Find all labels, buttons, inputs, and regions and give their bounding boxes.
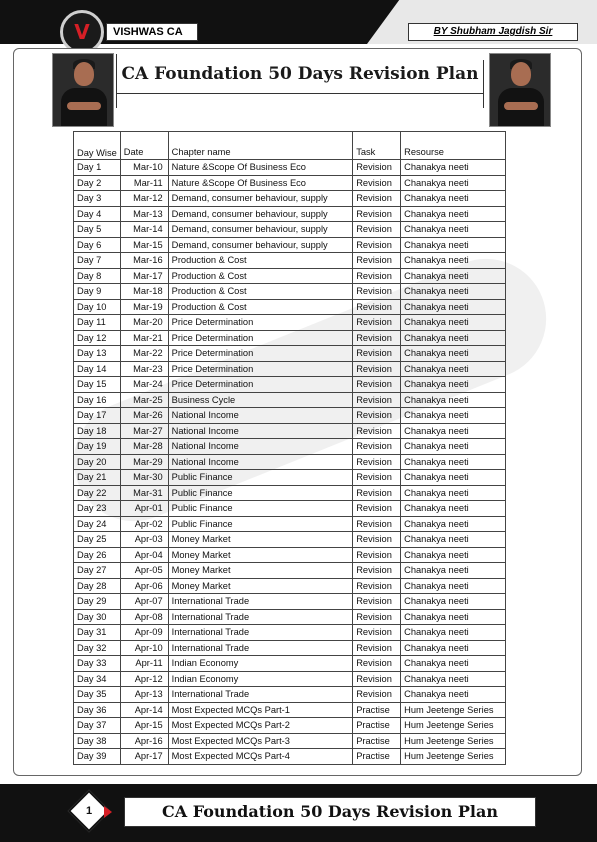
cell-date: Apr-17 [120, 749, 168, 765]
cell-resource: Chanakya neeti [401, 361, 506, 377]
cell-date: Apr-12 [120, 671, 168, 687]
cell-date: Mar-13 [120, 206, 168, 222]
cell-task: Revision [353, 330, 401, 346]
cell-day: Day 22 [74, 485, 121, 501]
cell-day: Day 7 [74, 253, 121, 269]
cell-task: Revision [353, 346, 401, 362]
cell-day: Day 18 [74, 423, 121, 439]
cell-day: Day 35 [74, 687, 121, 703]
cell-day: Day 33 [74, 656, 121, 672]
cell-resource: Chanakya neeti [401, 253, 506, 269]
cell-date: Mar-20 [120, 315, 168, 331]
cell-chapter: Nature &Scope Of Business Eco [168, 175, 353, 191]
cell-date: Apr-08 [120, 609, 168, 625]
revision-plan-table [73, 131, 506, 765]
cell-chapter: Price Determination [168, 361, 353, 377]
cell-day: Day 16 [74, 392, 121, 408]
cell-resource: Chanakya neeti [401, 299, 506, 315]
cell-resource: Chanakya neeti [401, 470, 506, 486]
cell-resource: Chanakya neeti [401, 222, 506, 238]
cell-resource: Chanakya neeti [401, 656, 506, 672]
cell-day: Day 39 [74, 749, 121, 765]
cell-chapter: Production & Cost [168, 284, 353, 300]
cell-resource: Chanakya neeti [401, 237, 506, 253]
table-row [74, 470, 506, 486]
cell-task: Revision [353, 687, 401, 703]
cell-chapter: National Income [168, 423, 353, 439]
table-row [74, 253, 506, 269]
cell-chapter: Demand, consumer behaviour, supply [168, 237, 353, 253]
cell-task: Revision [353, 160, 401, 176]
table-body [74, 160, 506, 765]
cell-chapter: Indian Economy [168, 671, 353, 687]
table-row [74, 563, 506, 579]
cell-date: Mar-23 [120, 361, 168, 377]
cell-resource: Chanakya neeti [401, 532, 506, 548]
col-header-day: Day Wise [74, 132, 121, 160]
cell-resource: Chanakya neeti [401, 485, 506, 501]
cell-resource: Chanakya neeti [401, 408, 506, 424]
cell-task: Practise [353, 702, 401, 718]
table-row [74, 222, 506, 238]
cell-date: Mar-27 [120, 423, 168, 439]
cell-chapter: Most Expected MCQs Part-1 [168, 702, 353, 718]
cell-task: Revision [353, 656, 401, 672]
cell-date: Mar-12 [120, 191, 168, 207]
cell-task: Revision [353, 361, 401, 377]
cell-chapter: Public Finance [168, 501, 353, 517]
cell-chapter: International Trade [168, 625, 353, 641]
cell-date: Apr-07 [120, 594, 168, 610]
cell-day: Day 12 [74, 330, 121, 346]
cell-chapter: Price Determination [168, 346, 353, 362]
table-row [74, 594, 506, 610]
cell-task: Revision [353, 423, 401, 439]
table-row [74, 578, 506, 594]
table-row [74, 609, 506, 625]
cell-day: Day 15 [74, 377, 121, 393]
cell-chapter: Demand, consumer behaviour, supply [168, 206, 353, 222]
cell-task: Revision [353, 516, 401, 532]
cell-task: Revision [353, 299, 401, 315]
cell-date: Mar-28 [120, 439, 168, 455]
cell-resource: Chanakya neeti [401, 516, 506, 532]
cell-resource: Chanakya neeti [401, 175, 506, 191]
cell-date: Apr-01 [120, 501, 168, 517]
cell-date: Apr-02 [120, 516, 168, 532]
cell-day: Day 36 [74, 702, 121, 718]
cell-chapter: Money Market [168, 547, 353, 563]
table-row [74, 392, 506, 408]
table-row [74, 749, 506, 765]
cell-chapter: Money Market [168, 532, 353, 548]
cell-date: Mar-11 [120, 175, 168, 191]
cell-date: Mar-19 [120, 299, 168, 315]
cell-task: Revision [353, 253, 401, 269]
cell-task: Revision [353, 222, 401, 238]
arrow-right-icon [104, 806, 112, 818]
table-row [74, 439, 506, 455]
cell-resource: Chanakya neeti [401, 315, 506, 331]
cell-resource: Chanakya neeti [401, 671, 506, 687]
cell-resource: Hum Jeetenge Series [401, 702, 506, 718]
cell-chapter: Most Expected MCQs Part-2 [168, 718, 353, 734]
cell-date: Mar-26 [120, 408, 168, 424]
cell-date: Mar-18 [120, 284, 168, 300]
table-row [74, 423, 506, 439]
table-row [74, 315, 506, 331]
cell-task: Revision [353, 175, 401, 191]
cell-date: Mar-14 [120, 222, 168, 238]
cell-day: Day 31 [74, 625, 121, 641]
instructor-photo-left [52, 53, 114, 127]
cell-date: Mar-22 [120, 346, 168, 362]
table-row [74, 516, 506, 532]
cell-resource: Chanakya neeti [401, 594, 506, 610]
cell-day: Day 24 [74, 516, 121, 532]
cell-chapter: National Income [168, 454, 353, 470]
cell-day: Day 6 [74, 237, 121, 253]
cell-task: Revision [353, 501, 401, 517]
cell-chapter: Indian Economy [168, 656, 353, 672]
table-row [74, 408, 506, 424]
cell-resource: Chanakya neeti [401, 439, 506, 455]
cell-day: Day 27 [74, 563, 121, 579]
col-header-date: Date [120, 132, 168, 160]
table-row [74, 299, 506, 315]
cell-task: Revision [353, 284, 401, 300]
cell-task: Revision [353, 454, 401, 470]
cell-task: Revision [353, 268, 401, 284]
table-row [74, 237, 506, 253]
cell-task: Revision [353, 439, 401, 455]
cell-date: Apr-06 [120, 578, 168, 594]
cell-day: Day 3 [74, 191, 121, 207]
cell-resource: Chanakya neeti [401, 609, 506, 625]
cell-resource: Chanakya neeti [401, 377, 506, 393]
cell-chapter: Price Determination [168, 315, 353, 331]
title-frame-left [116, 54, 117, 108]
table-row [74, 625, 506, 641]
cell-day: Day 29 [74, 594, 121, 610]
cell-task: Revision [353, 640, 401, 656]
table-row [74, 191, 506, 207]
table-row [74, 547, 506, 563]
cell-day: Day 2 [74, 175, 121, 191]
cell-day: Day 17 [74, 408, 121, 424]
cell-resource: Chanakya neeti [401, 578, 506, 594]
cell-day: Day 21 [74, 470, 121, 486]
cell-resource: Chanakya neeti [401, 346, 506, 362]
cell-chapter: Business Cycle [168, 392, 353, 408]
cell-day: Day 34 [74, 671, 121, 687]
table-row [74, 330, 506, 346]
cell-day: Day 8 [74, 268, 121, 284]
col-header-chapter: Chapter name [168, 132, 353, 160]
cell-date: Apr-04 [120, 547, 168, 563]
cell-resource: Chanakya neeti [401, 392, 506, 408]
brand-label: VISHWAS CA [106, 23, 198, 41]
cell-date: Apr-10 [120, 640, 168, 656]
cell-resource: Chanakya neeti [401, 640, 506, 656]
cell-date: Apr-13 [120, 687, 168, 703]
cell-task: Revision [353, 594, 401, 610]
cell-day: Day 19 [74, 439, 121, 455]
cell-task: Revision [353, 237, 401, 253]
cell-date: Apr-16 [120, 733, 168, 749]
cell-task: Revision [353, 408, 401, 424]
cell-date: Mar-15 [120, 237, 168, 253]
cell-date: Mar-10 [120, 160, 168, 176]
cell-chapter: Money Market [168, 563, 353, 579]
cell-date: Mar-30 [120, 470, 168, 486]
instructor-photo-right [489, 53, 551, 127]
cell-resource: Chanakya neeti [401, 284, 506, 300]
cell-day: Day 28 [74, 578, 121, 594]
table-row [74, 361, 506, 377]
cell-task: Revision [353, 547, 401, 563]
cell-chapter: Price Determination [168, 377, 353, 393]
cell-chapter: Public Finance [168, 485, 353, 501]
cell-date: Mar-17 [120, 268, 168, 284]
cell-resource: Chanakya neeti [401, 687, 506, 703]
cell-task: Revision [353, 671, 401, 687]
cell-day: Day 32 [74, 640, 121, 656]
cell-date: Apr-03 [120, 532, 168, 548]
cell-resource: Chanakya neeti [401, 563, 506, 579]
cell-resource: Chanakya neeti [401, 547, 506, 563]
footer-title: CA Foundation 50 Days Revision Plan [124, 797, 536, 827]
cell-date: Mar-29 [120, 454, 168, 470]
cell-task: Revision [353, 191, 401, 207]
cell-day: Day 25 [74, 532, 121, 548]
cell-chapter: Public Finance [168, 470, 353, 486]
cell-chapter: Production & Cost [168, 253, 353, 269]
table-row [74, 532, 506, 548]
cell-date: Mar-25 [120, 392, 168, 408]
table-row [74, 640, 506, 656]
cell-day: Day 38 [74, 733, 121, 749]
cell-resource: Chanakya neeti [401, 501, 506, 517]
col-header-resource: Resourse [401, 132, 506, 160]
cell-task: Practise [353, 749, 401, 765]
table-row [74, 377, 506, 393]
cell-day: Day 14 [74, 361, 121, 377]
cell-date: Mar-16 [120, 253, 168, 269]
cell-resource: Chanakya neeti [401, 191, 506, 207]
logo-mark: V [74, 20, 90, 44]
cell-resource: Hum Jeetenge Series [401, 749, 506, 765]
cell-date: Mar-24 [120, 377, 168, 393]
cell-task: Revision [353, 377, 401, 393]
cell-chapter: Price Determination [168, 330, 353, 346]
cell-resource: Chanakya neeti [401, 268, 506, 284]
cell-task: Practise [353, 718, 401, 734]
cell-date: Apr-09 [120, 625, 168, 641]
page-number: 1 [85, 805, 93, 817]
page-title: CA Foundation 50 Days Revision Plan [121, 64, 479, 84]
cell-day: Day 13 [74, 346, 121, 362]
cell-chapter: Production & Cost [168, 268, 353, 284]
cell-task: Revision [353, 470, 401, 486]
cell-resource: Chanakya neeti [401, 330, 506, 346]
cell-task: Revision [353, 485, 401, 501]
cell-day: Day 37 [74, 718, 121, 734]
cell-chapter: Demand, consumer behaviour, supply [168, 222, 353, 238]
table-row [74, 702, 506, 718]
cell-chapter: Money Market [168, 578, 353, 594]
cell-chapter: International Trade [168, 687, 353, 703]
cell-chapter: National Income [168, 439, 353, 455]
table-row [74, 175, 506, 191]
cell-chapter: International Trade [168, 594, 353, 610]
cell-date: Apr-15 [120, 718, 168, 734]
cell-day: Day 9 [74, 284, 121, 300]
table-row [74, 206, 506, 222]
cell-resource: Chanakya neeti [401, 625, 506, 641]
cell-resource: Hum Jeetenge Series [401, 733, 506, 749]
table-row [74, 718, 506, 734]
table-row [74, 501, 506, 517]
table-row [74, 268, 506, 284]
cell-resource: Chanakya neeti [401, 160, 506, 176]
cell-chapter: International Trade [168, 609, 353, 625]
cell-date: Apr-14 [120, 702, 168, 718]
cell-date: Mar-21 [120, 330, 168, 346]
table-row [74, 454, 506, 470]
cell-resource: Chanakya neeti [401, 423, 506, 439]
table-row [74, 687, 506, 703]
cell-chapter: Most Expected MCQs Part-4 [168, 749, 353, 765]
cell-date: Mar-31 [120, 485, 168, 501]
title-frame-right [483, 60, 484, 108]
table-row [74, 656, 506, 672]
cell-task: Revision [353, 315, 401, 331]
cell-day: Day 5 [74, 222, 121, 238]
table-row [74, 284, 506, 300]
table-row [74, 346, 506, 362]
cell-day: Day 1 [74, 160, 121, 176]
cell-day: Day 10 [74, 299, 121, 315]
table-row [74, 160, 506, 176]
cell-task: Revision [353, 392, 401, 408]
cell-chapter: Most Expected MCQs Part-3 [168, 733, 353, 749]
table-row [74, 485, 506, 501]
cell-task: Revision [353, 625, 401, 641]
title-underline [116, 93, 483, 94]
cell-chapter: National Income [168, 408, 353, 424]
cell-task: Practise [353, 733, 401, 749]
cell-task: Revision [353, 578, 401, 594]
cell-day: Day 26 [74, 547, 121, 563]
cell-resource: Chanakya neeti [401, 454, 506, 470]
cell-task: Revision [353, 532, 401, 548]
cell-day: Day 20 [74, 454, 121, 470]
col-header-task: Task [353, 132, 401, 160]
table-row [74, 733, 506, 749]
cell-date: Apr-11 [120, 656, 168, 672]
cell-chapter: Production & Cost [168, 299, 353, 315]
author-label: BY Shubham Jagdish Sir [408, 23, 578, 41]
table-row [74, 671, 506, 687]
cell-resource: Hum Jeetenge Series [401, 718, 506, 734]
cell-task: Revision [353, 563, 401, 579]
cell-resource: Chanakya neeti [401, 206, 506, 222]
cell-day: Day 11 [74, 315, 121, 331]
cell-chapter: Nature &Scope Of Business Eco [168, 160, 353, 176]
cell-task: Revision [353, 206, 401, 222]
cell-day: Day 23 [74, 501, 121, 517]
cell-date: Apr-05 [120, 563, 168, 579]
cell-day: Day 4 [74, 206, 121, 222]
cell-chapter: International Trade [168, 640, 353, 656]
cell-task: Revision [353, 609, 401, 625]
cell-day: Day 30 [74, 609, 121, 625]
cell-chapter: Demand, consumer behaviour, supply [168, 191, 353, 207]
table-header-row [74, 132, 506, 160]
cell-chapter: Public Finance [168, 516, 353, 532]
